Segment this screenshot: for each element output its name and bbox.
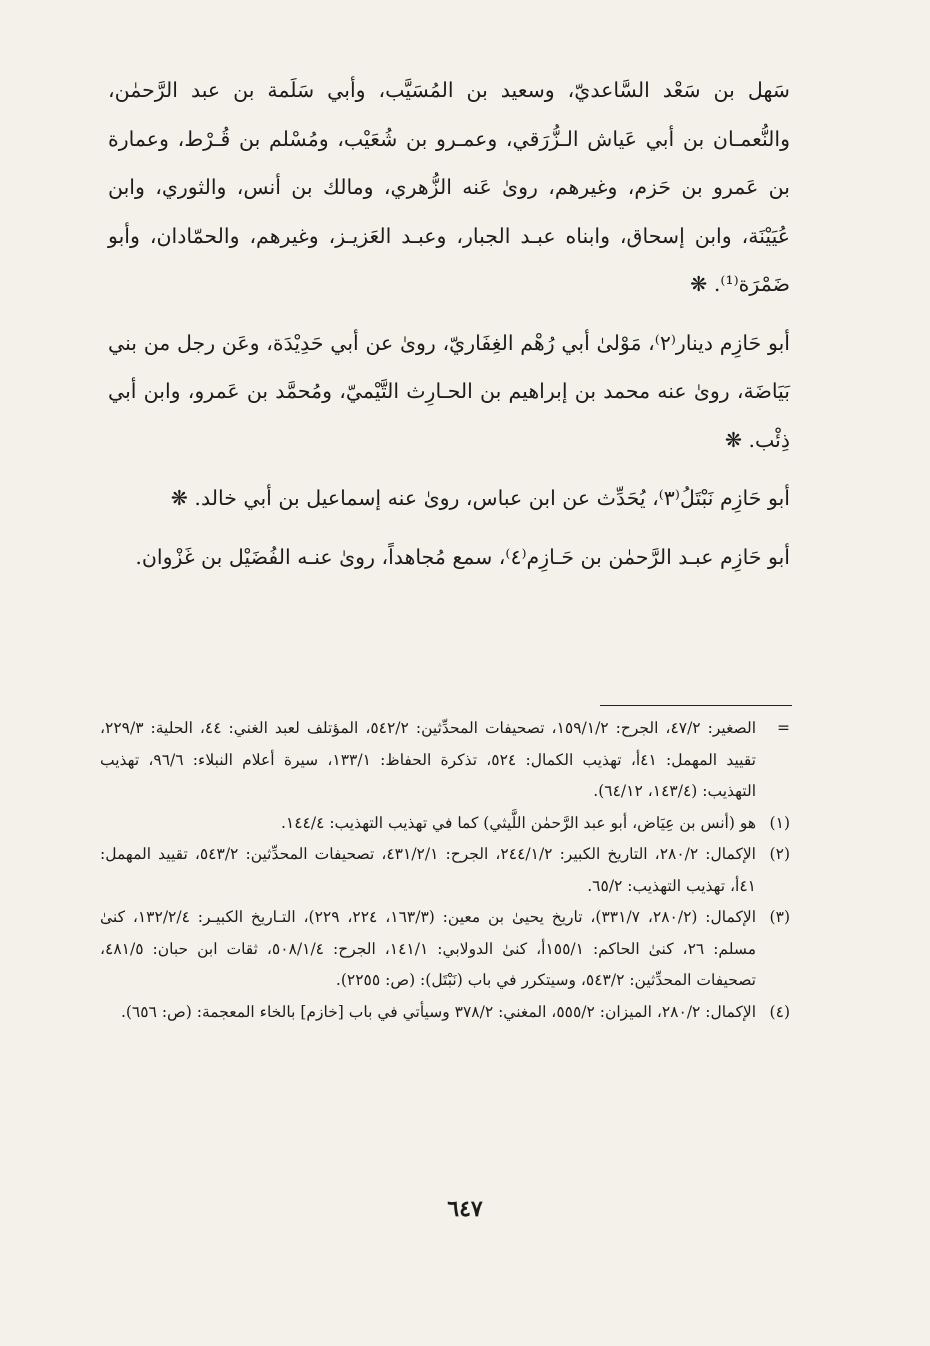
- footnote: [100, 997, 790, 1029]
- footnote-text: الصغير: ٤٧/٢، الجرح: ١٥٩/١/٢، تصحيفات المحدِّثين: ٥٤٢/٢، المؤتلف لعبد الغني: ٤٤، الحلية: ٢٢٩/٣، تقييد المهمل: ٤١أ، تهذيب الكمال: ٥٢٤، تذكرة الحفاظ: ١٣٣/١، سيرة أعلام النبلاء: ٩٦/٦، تهذيب التهذيب: (١٤٣/٤، ٦٤/١٢).: [100, 719, 757, 800]
- main-text: [108, 66, 790, 591]
- footnote: [100, 808, 790, 840]
- footnote-separator: [600, 705, 792, 706]
- footnotes: [100, 713, 790, 1028]
- footnote-text: الإكمال: ٢٨٠/٢، الميزان: ٥٥٥/٢، المغني: ٣٧٨/٢ وسيأتي في باب [خازم] بالخاء المعجمة: (ص: ٦٥٦).: [120, 1002, 756, 1021]
- entry-abu-hazim-abdulrahman: أبو حَازِم عبـد الرَّحمٰن بن حَـازِم⁽٤⁾، سمع مُجاهداً، روىٰ عنـه الفُضَيْل بن غَزْوان.: [135, 544, 790, 569]
- entry-paragraph: سَهل بن سَعْد السَّاعديّ، وسعيد بن المُسَيَّب، وأبي سَلَمة بن عبد الرَّحمٰن، والنُّعمـان بن أبي عَياش الـزُّرَقي، وعمـرو بن شُعَيْب، ومُسْلم بن قُـرْط، وعمارة بن عَمرو بن حَزم، وغيرهم، روىٰ عَنه الزُّهري، ومالك بن أنس، والثوري، وابن عُيَيْنَة، وابن إسحاق، وابناه عبـد الجبار، وعبـد العَزيـز، وغيرهم، والحمّادان، وأبو ضَمْرَة⁽¹⁾. ❋: [108, 78, 790, 296]
- footnote: [100, 713, 790, 808]
- footnote-number: (١): [769, 813, 790, 832]
- footnote-text: هو (أنس بن عِيَاض، أبو عبد الرَّحمٰن اللَّيثي) كما في تهذيب التهذيب: ١٤٤/٤.: [280, 813, 756, 832]
- footnote-number: (٣): [769, 908, 790, 926]
- footnote: [100, 902, 790, 997]
- footnote-number: (٢): [769, 845, 790, 863]
- entry-abu-hazim-nabtal: أبو حَازِم نَبْتَلُ⁽٣⁾، يُحَدِّث عن ابن عباس، روىٰ عنه إسماعيل بن أبي خالد. ❋: [170, 486, 790, 510]
- footnote-number: (٤): [769, 1002, 790, 1021]
- entry-abu-hazim-dinar: أبو حَازِم دينار⁽٢⁾، مَوْلىٰ أبي رُهْم الغِفَاريّ، روىٰ عن أبي حَدِيْدَة، وعَن رجل من بني بَيَاضَة، روىٰ عنه محمد بن إبراهيم بن الحـارِث التَّيْميّ، ومُحمَّد بن عَمرو، وابن أبي ذِئْب. ❋: [108, 330, 790, 452]
- footnote: [100, 839, 790, 902]
- footnote-text: الإكمال: (٢٨٠/٢، ٣٣١/٧)، تاريخ يحيىٰ بن معين: (١٦٣/٣، ٢٢٤، ٢٢٩)، التـاريخ الكبيـر: ١٣٢/٢/٤، كنىٰ مسلم: ٢٦، كنىٰ الحاكم: ١٥٥/١أ، كنىٰ الدولابي: ١٤١/١، الجرح: ٥٠٨/١/٤، ثقات ابن حبان: ٤٨١/٥، تصحيفات المحدِّثين: ٥٤٣/٢، وسيتكرر في باب (نَبْتَل): (ص: ٢٢٥٥).: [100, 908, 756, 989]
- footnote-text: الإكمال: ٢٨٠/٢، التاريخ الكبير: ٢٤٤/١/٢، الجرح: ٤٣١/٢/١، تصحيفات المحدِّثين: ٥٤٣/٢، تقييد المهمل: ٤١أ، تهذيب التهذيب: ٦٥/٢.: [100, 845, 756, 895]
- footnote-number: =: [777, 719, 790, 737]
- page-number: ٦٤٧: [447, 1196, 483, 1222]
